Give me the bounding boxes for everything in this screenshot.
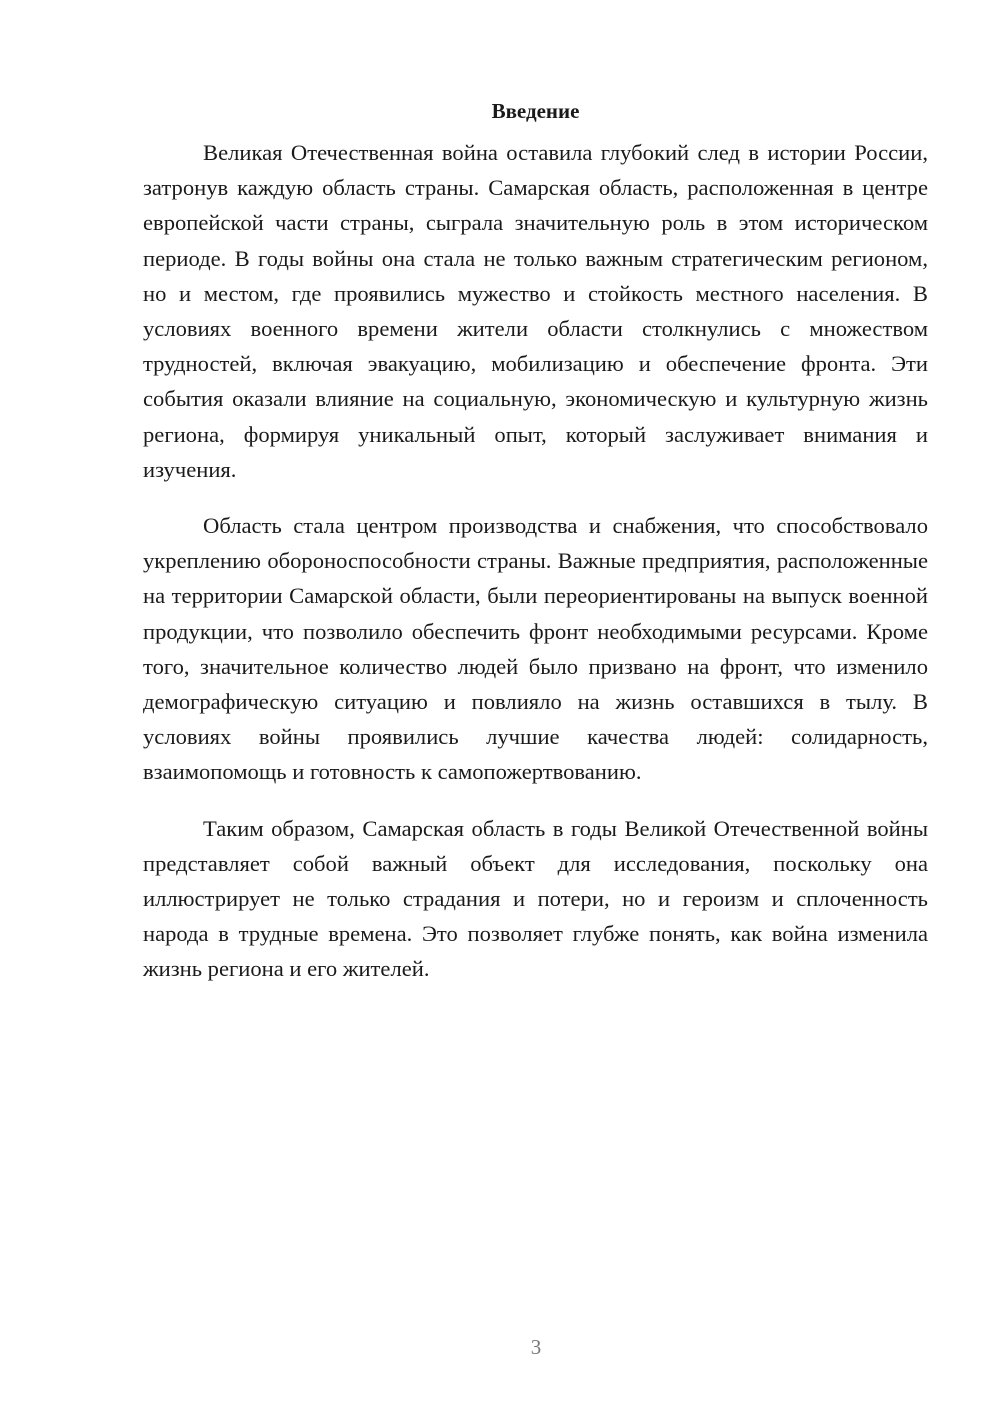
paragraph-3: Таким образом, Самарская область в годы Великой Отечественной войны представляет собой важный объект для исследования, поскольку она иллюстрирует не только страдания и потери, но и героизм и сплоченность народа в трудные времена. Это позволяет глубже понять, как война изменила жизнь региона и его жителей. xyxy=(143,815,928,982)
page-number: 3 xyxy=(530,1335,542,1359)
paragraph-1: Великая Отечественная война оставила глубокий след в истории России, затронув каждую область страны. Самарская область, расположенная в центре европейской части страны, сыграла значительную роль в этом историческом периоде. В годы войны она стала не только важным стратегическим регионом, но и местом, где проявились мужество и стойкость местного населения. В условиях военного времени жители области столкнулись с множеством трудностей, включая эвакуацию, мобилизацию и обеспечение фронта. Эти события оказали влияние на социальную, экономическую и культурную жизнь региона, формируя уникальный опыт, который заслуживает внимания и изучения. xyxy=(143,140,928,482)
page-content xyxy=(143,96,928,1008)
section-title: Введение xyxy=(491,99,580,123)
paragraph-2: Область стала центром производства и снабжения, что способствовало укреплению обороноспособности страны. Важные предприятия, расположенные на территории Самарской области, были переориентированы на выпуск военной продукции, что позволило обеспечить фронт необходимыми ресурсами. Кроме того, значительное количество людей было призвано на фронт, что изменило демографическую ситуацию и повлияло на жизнь оставшихся в тылу. В условиях войны проявились лучшие качества людей: солидарность, взаимопомощь и готовность к самопожертвованию. xyxy=(143,513,928,785)
